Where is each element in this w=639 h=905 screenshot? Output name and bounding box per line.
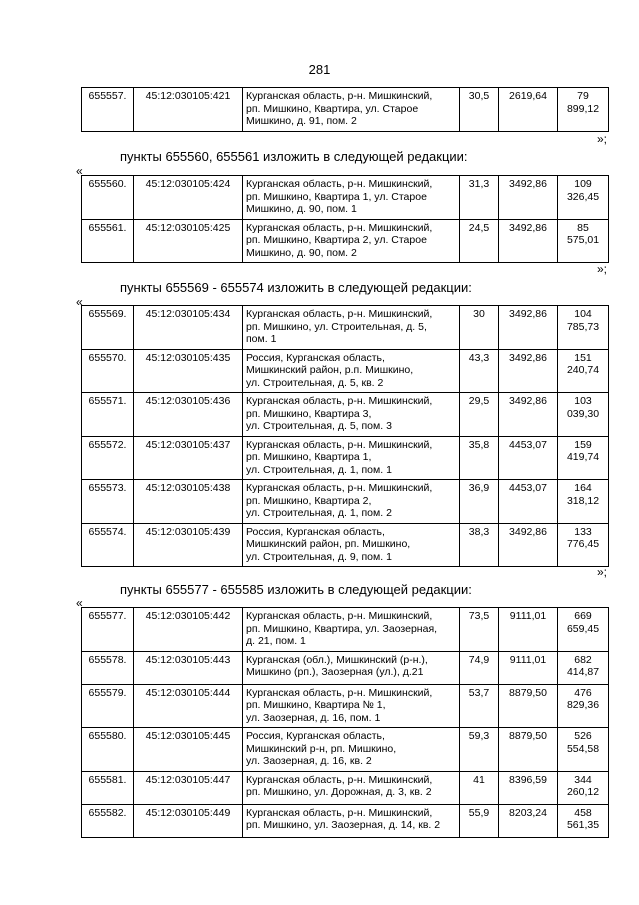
area-cell: 29,5 [460,393,499,437]
area-cell: 53,7 [460,684,499,728]
address-line: Курганская область, р-н. Мишкинский, [246,395,433,407]
address-cell [243,523,460,567]
table-row [82,436,609,480]
item-number-cell: 655572. [82,436,134,480]
closing-mark: »; [596,262,607,276]
address-line: пом. 1 [246,333,277,345]
cadastral-number-cell: 45:12:030105:425 [134,219,243,263]
address-line: Мишкинский район, рп. Мишкино, [246,538,411,550]
table-row [82,219,609,263]
address-line: ул. Строительная, д. 9, пом. 1 [246,550,392,563]
address-cell [243,651,460,684]
cadastral-number-cell: 45:12:030105:442 [134,608,243,652]
address-cell [243,480,460,524]
table-row [82,523,609,567]
rate-cell: 3492,86 [499,176,558,220]
address-line: д. 21, пом. 1 [246,635,306,647]
value-cell: 151 240,74 [558,349,609,393]
address-line: Россия, Курганская область, [246,351,385,364]
table-row [82,771,609,804]
cadastral-number-cell: 45:12:030105:444 [134,684,243,728]
address-line: рп. Мишкино, Квартира 1, ул. Старое [246,190,427,203]
item-number-cell: 655570. [82,349,134,393]
opening-mark: « [76,164,83,178]
rate-cell: 8879,50 [499,728,558,772]
address-line: Мишкино, д. 90, пом. 2 [246,246,357,259]
opening-mark: « [76,596,83,610]
address-line: рп. Мишкино, Квартира 2, [246,494,372,507]
rate-cell: 8879,50 [499,684,558,728]
value-cell: 85 575,01 [558,219,609,263]
cadastral-number-cell: 45:12:030105:439 [134,523,243,567]
rate-cell: 8203,24 [499,804,558,837]
rate-cell: 3492,86 [499,219,558,263]
cadastral-number-cell: 45:12:030105:449 [134,804,243,837]
address-line: Мишкинский район, р.п. Мишкино, [246,364,414,376]
address-line: ул. Заозерная, д. 16, пом. 1 [246,711,381,724]
address-line: Курганская область, р-н. Мишкинский, [246,438,433,451]
closing-mark: »; [596,565,607,579]
value-cell: 159 419,74 [558,436,609,480]
address-line: Курганская (обл.), Мишкинский (р-н.), [246,653,428,666]
address-cell [243,684,460,728]
value-cell: 458 561,35 [558,804,609,837]
address-line: рп. Мишкино, ул. Строительная, д. 5, [246,320,427,333]
address-line: Курганская область, р-н. Мишкинский, [246,90,433,102]
item-number-cell: 655557. [82,88,134,132]
table-row [82,393,609,437]
table-row [82,88,609,132]
cadastral-number-cell: 45:12:030105:445 [134,728,243,772]
rate-cell: 3492,86 [499,306,558,350]
cadastral-number-cell: 45:12:030105:434 [134,306,243,350]
rate-cell: 3492,86 [499,349,558,393]
rate-cell: 8396,59 [499,771,558,804]
item-number-cell: 655569. [82,306,134,350]
address-line: Курганская область, р-н. Мишкинский, [246,308,433,320]
area-cell: 36,9 [460,480,499,524]
cadastral-number-cell: 45:12:030105:421 [134,88,243,132]
address-line: ул. Строительная, д. 5, пом. 3 [246,420,392,432]
item-number-cell: 655578. [82,651,134,684]
value-cell: 682 414,87 [558,651,609,684]
address-line: рп. Мишкино, Квартира 1, [246,451,372,463]
cadastral-number-cell: 45:12:030105:437 [134,436,243,480]
value-cell: 103 039,30 [558,393,609,437]
table-row [82,684,609,728]
address-line: ул. Строительная, д. 1, пом. 2 [246,507,392,519]
area-cell: 74,9 [460,651,499,684]
cadastral-number-cell: 45:12:030105:447 [134,771,243,804]
area-cell: 43,3 [460,349,499,393]
address-cell [243,728,460,772]
address-line: Мишкинский р-н, рп. Мишкино, [246,742,397,755]
registry-table-4 [81,607,609,838]
value-cell: 133 776,45 [558,523,609,567]
area-cell: 31,3 [460,176,499,220]
address-line: Курганская область, р-н. Мишкинский, [246,221,433,234]
table-row [82,728,609,772]
value-cell: 79 899,12 [558,88,609,132]
address-line: рп. Мишкино, ул. Заозерная, д. 14, кв. 2 [246,819,441,831]
table-row [82,176,609,220]
rate-cell: 3492,86 [499,393,558,437]
registry-table-1 [81,87,609,132]
address-cell [243,88,460,132]
table-row [82,608,609,652]
table-row [82,306,609,350]
address-line: Курганская область, р-н. Мишкинский, [246,178,433,190]
address-cell [243,608,460,652]
item-number-cell: 655582. [82,804,134,837]
rate-cell: 9111,01 [499,651,558,684]
address-line: рп. Мишкино, Квартира № 1, [246,699,386,711]
area-cell: 41 [460,771,499,804]
rate-cell: 3492,86 [499,523,558,567]
address-cell [243,219,460,263]
cadastral-number-cell: 45:12:030105:438 [134,480,243,524]
cadastral-number-cell: 45:12:030105:435 [134,349,243,393]
area-cell: 73,5 [460,608,499,652]
item-number-cell: 655560. [82,176,134,220]
area-cell: 35,8 [460,436,499,480]
table-row [82,480,609,524]
item-number-cell: 655581. [82,771,134,804]
item-number-cell: 655571. [82,393,134,437]
area-cell: 30 [460,306,499,350]
item-number-cell: 655574. [82,523,134,567]
address-line: Мишкино (рп.), Заозерная (ул.), д.21 [246,666,424,678]
item-number-cell: 655579. [82,684,134,728]
rate-cell: 9111,01 [499,608,558,652]
address-line: рп. Мишкино, Квартира, ул. Старое [246,102,419,115]
address-cell [243,349,460,393]
address-line: Курганская область, р-н. Мишкинский, [246,482,433,494]
item-number-cell: 655580. [82,728,134,772]
area-cell: 38,3 [460,523,499,567]
table-row [82,349,609,393]
table-row [82,804,609,837]
page-number: 281 [308,62,331,77]
amendment-heading-1: пункты 655560, 655561 изложить в следующей редакции: [120,149,468,164]
address-line: Россия, Курганская область, [246,525,385,538]
cadastral-number-cell: 45:12:030105:443 [134,651,243,684]
rate-cell: 4453,07 [499,436,558,480]
address-line: ул. Строительная, д. 1, пом. 1 [246,463,392,476]
closing-mark: »; [596,132,607,146]
cadastral-number-cell: 45:12:030105:424 [134,176,243,220]
address-line: Россия, Курганская область, [246,730,385,742]
registry-table-2 [81,175,609,263]
area-cell: 55,9 [460,804,499,837]
value-cell: 476 829,36 [558,684,609,728]
amendment-heading-3: пункты 655577 - 655585 изложить в следующей редакции: [120,582,472,597]
address-line: Курганская область, р-н. Мишкинский, [246,686,433,699]
address-cell [243,393,460,437]
address-cell [243,804,460,837]
area-cell: 59,3 [460,728,499,772]
address-line: рп. Мишкино, Квартира 3, [246,407,372,420]
area-cell: 24,5 [460,219,499,263]
value-cell: 164 318,12 [558,480,609,524]
area-cell: 30,5 [460,88,499,132]
amendment-heading-2: пункты 655569 - 655574 изложить в следующей редакции: [120,280,472,295]
address-line: ул. Заозерная, д. 16, кв. 2 [246,755,372,767]
address-line: Мишкино, д. 91, пом. 2 [246,115,357,127]
address-line: рп. Мишкино, Квартира 2, ул. Старое [246,234,427,246]
address-line: рп. Мишкино, Квартира, ул. Заозерная, [246,622,438,635]
opening-mark: « [76,295,83,309]
table-row [82,651,609,684]
address-line: ул. Строительная, д. 5, кв. 2 [246,376,384,389]
rate-cell: 2619,64 [499,88,558,132]
value-cell: 104 785,73 [558,306,609,350]
address-line: Курганская область, р-н. Мишкинский, [246,773,433,786]
item-number-cell: 655577. [82,608,134,652]
address-cell [243,436,460,480]
address-cell [243,771,460,804]
item-number-cell: 655561. [82,219,134,263]
address-cell [243,176,460,220]
address-line: Курганская область, р-н. Мишкинский, [246,806,433,819]
value-cell: 344 260,12 [558,771,609,804]
address-line: Курганская область, р-н. Мишкинский, [246,610,433,622]
address-line: Мишкино, д. 90, пом. 1 [246,203,357,215]
item-number-cell: 655573. [82,480,134,524]
value-cell: 109 326,45 [558,176,609,220]
address-cell [243,306,460,350]
registry-table-3 [81,305,609,567]
value-cell: 526 554,58 [558,728,609,772]
value-cell: 669 659,45 [558,608,609,652]
cadastral-number-cell: 45:12:030105:436 [134,393,243,437]
address-line: рп. Мишкино, ул. Дорожная, д. 3, кв. 2 [246,786,432,798]
rate-cell: 4453,07 [499,480,558,524]
